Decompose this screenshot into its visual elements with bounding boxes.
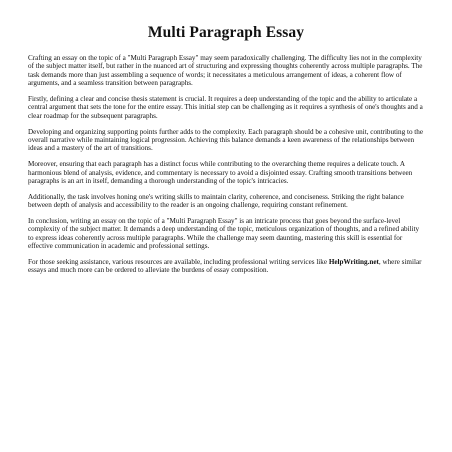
paragraph-1: Crafting an essay on the topic of a "Multi Paragraph Essay" may seem paradoxically challenging. The difficulty lies not in the complexity of the subject matter itself, but rather in the nuanced art of structuring and expressing thoughts coherently across multiple paragraphs. The task demands more than just assembling a sequence of words; it necessitates a meticulous arrangement of ideas, a coherent flow of arguments, and a seamless transition between paragraphs. xyxy=(28,54,423,88)
helpwriting-link-text: HelpWriting.net xyxy=(328,258,379,267)
paragraph-7-before: For those seeking assistance, various resources are available, including professional writing services like xyxy=(28,258,329,267)
paragraph-7-after: , where similar essays and much more can be ordered to alleviate the burdens of essay composition. xyxy=(28,258,422,275)
essay-title: Multi Paragraph Essay xyxy=(147,24,305,41)
paragraph-2: Firstly, defining a clear and concise thesis statement is crucial. It requires a deep understanding of the topic and the ability to articulate a central argument that sets the tone for the entire essay. This initial step can be challenging as it requires a synthesis of one's thoughts and a clear roadmap for the subsequent paragraphs. xyxy=(28,95,423,120)
paragraph-5: Additionally, the task involves honing one's writing skills to maintain clarity, coherence, and conciseness. Striking the right balance between depth of analysis and accessibility to the reader is an ongoing challenge, requiring constant refinement. xyxy=(28,192,404,210)
paragraph-7 xyxy=(28,258,424,275)
paragraph-4: Moreover, ensuring that each paragraph has a distinct focus while contributing to the overarching theme requires a delicate touch. A harmonious blend of analysis, evidence, and commentary is necessary to avoid a disjointed essay. Crafting smooth transitions between paragraphs is an art in itself, demanding a thorough understanding of the topic's intricacies. xyxy=(28,160,413,186)
paragraph-3: Developing and organizing supporting points further adds to the complexity. Each paragraph should be a cohesive unit, contributing to the overall narrative while maintaining logical progression. Achieving this balance demands a keen awareness of the relationships between ideas and a mastery of the art of transitions. xyxy=(28,127,424,153)
paragraph-6: In conclusion, writing an essay on the topic of a "Multi Paragraph Essay" is an intricate process that goes beyond the surface-level complexity of the subject matter. It demands a deep understanding of the topic, meticulous organization of thoughts, and a refined ability to express ideas coherently across multiple paragraphs. While the challenge may seem daunting, mastering this skill is essential for effective communication in academic and professional settings. xyxy=(28,217,420,251)
